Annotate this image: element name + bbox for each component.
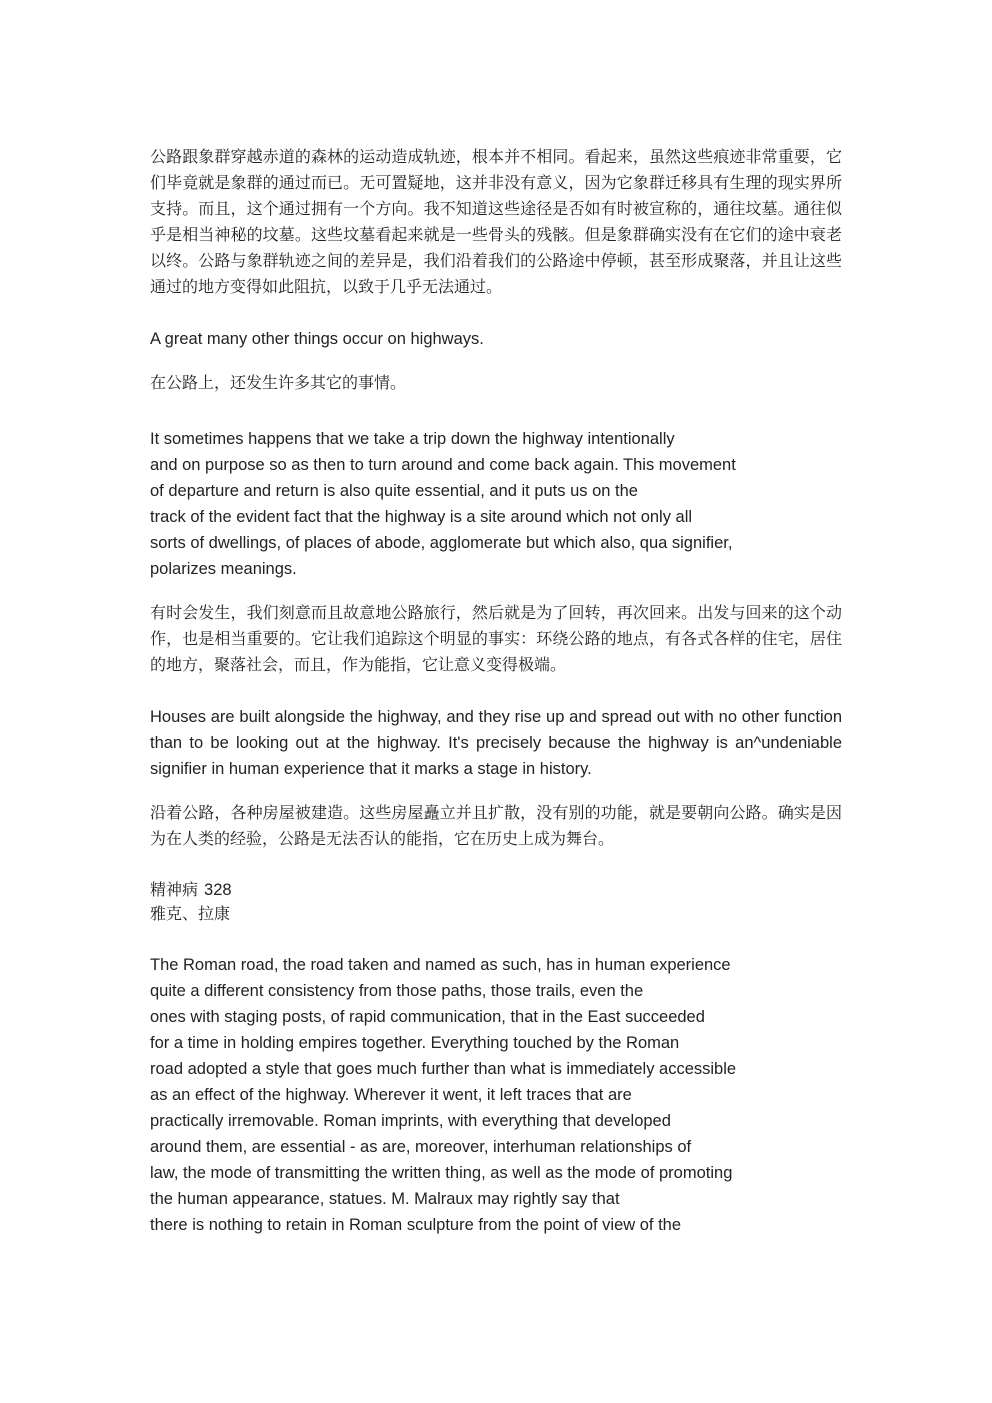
text-line: It sometimes happens that we take a trip down the highway intentionally bbox=[150, 430, 675, 448]
text-line: the human appearance, statues. M. Malraux may rightly say that bbox=[150, 1190, 620, 1208]
text-line: The Roman road, the road taken and named as such, has in human experience bbox=[150, 956, 731, 974]
text-line: quite a different consistency from those paths, those trails, even the bbox=[150, 982, 644, 1000]
text-line: around them, are essential - as are, moreover, interhuman relationships of bbox=[150, 1138, 692, 1156]
spacer bbox=[150, 352, 842, 370]
text-line: polarizes meanings. bbox=[150, 560, 297, 578]
document-page bbox=[150, 144, 842, 1238]
page-number: 328 bbox=[204, 881, 232, 899]
paragraph-zh-2: 在公路上，还发生许多其它的事情。 bbox=[150, 373, 407, 392]
text-line: for a time in holding empires together. Everything touched by the Roman bbox=[150, 1034, 680, 1052]
spacer bbox=[150, 678, 842, 704]
text-line: ones with staging posts, of rapid communication, that in the East succeeded bbox=[150, 1008, 705, 1026]
footer-book-line bbox=[150, 878, 842, 902]
text-line: road adopted a style that goes much further than what is immediately accessible bbox=[150, 1060, 737, 1078]
spacer bbox=[150, 782, 842, 800]
paragraph-en-4: Houses are built alongside the highway, and they rise up and spread out with no other function than to be looking out at the highway. It's precisely because the highway is an^undeniable signifier in human experience that it marks a stage in history. bbox=[150, 708, 842, 778]
spacer bbox=[150, 926, 842, 952]
paragraph-en-3 bbox=[150, 426, 842, 582]
text-line: as an effect of the highway. Wherever it went, it left traces that are bbox=[150, 1086, 632, 1104]
spacer bbox=[150, 582, 842, 600]
text-line: practically irremovable. Roman imprints, with everything that developed bbox=[150, 1112, 671, 1130]
paragraph-zh-4: 沿着公路，各种房屋被建造。这些房屋矗立并且扩散，没有别的功能，就是要朝向公路。确实是因为在人类的经验，公路是无法否认的能指，它在历史上成为舞台。 bbox=[150, 803, 842, 848]
text-line: of departure and return is also quite essential, and it puts us on the bbox=[150, 482, 638, 500]
spacer bbox=[150, 396, 842, 426]
text-line: track of the evident fact that the highway is a site around which not only all bbox=[150, 508, 693, 526]
text-line: law, the mode of transmitting the written thing, as well as the mode of promoting bbox=[150, 1164, 733, 1182]
page-footer bbox=[150, 878, 842, 926]
text-line: there is nothing to retain in Roman sculpture from the point of view of the bbox=[150, 1216, 682, 1234]
book-title: 精神病 bbox=[150, 880, 199, 899]
paragraph-en-2: A great many other things occur on highways. bbox=[150, 330, 484, 348]
spacer bbox=[150, 852, 842, 878]
text-line: and on purpose so as then to turn around and come back again. This movement bbox=[150, 456, 736, 474]
paragraph-zh-1: 公路跟象群穿越赤道的森林的运动造成轨迹，根本并不相同。看起来，虽然这些痕迹非常重要，它们毕竟就是象群的通过而已。无可置疑地，这并非没有意义，因为它象群迁移具有生理的现实界所支持。而且，这个通过拥有一个方向。我不知道这些途径是否如有时被宣称的，通往坟墓。通往似乎是相当神秘的坟墓。这些坟墓看起来就是一些骨头的残骸。但是象群确实没有在它们的途中衰老以终。公路与象群轨迹之间的差异是，我们沿着我们的公路途中停顿，甚至形成聚落，并且让这些通过的地方变得如此阻抗，以致于几乎无法通过。 bbox=[150, 147, 842, 296]
text-line: sorts of dwellings, of places of abode, agglomerate but which also, qua signifier, bbox=[150, 534, 733, 552]
paragraph-en-5 bbox=[150, 952, 842, 1238]
paragraph-zh-3: 有时会发生，我们刻意而且故意地公路旅行，然后就是为了回转，再次回来。出发与回来的这个动作，也是相当重要的。它让我们追踪这个明显的事实：环绕公路的地点，有各式各样的住宅，居住的地方，聚落社会，而且，作为能指，它让意义变得极端。 bbox=[150, 603, 842, 674]
footer-author: 雅克、拉康 bbox=[150, 904, 231, 923]
spacer bbox=[150, 300, 842, 326]
